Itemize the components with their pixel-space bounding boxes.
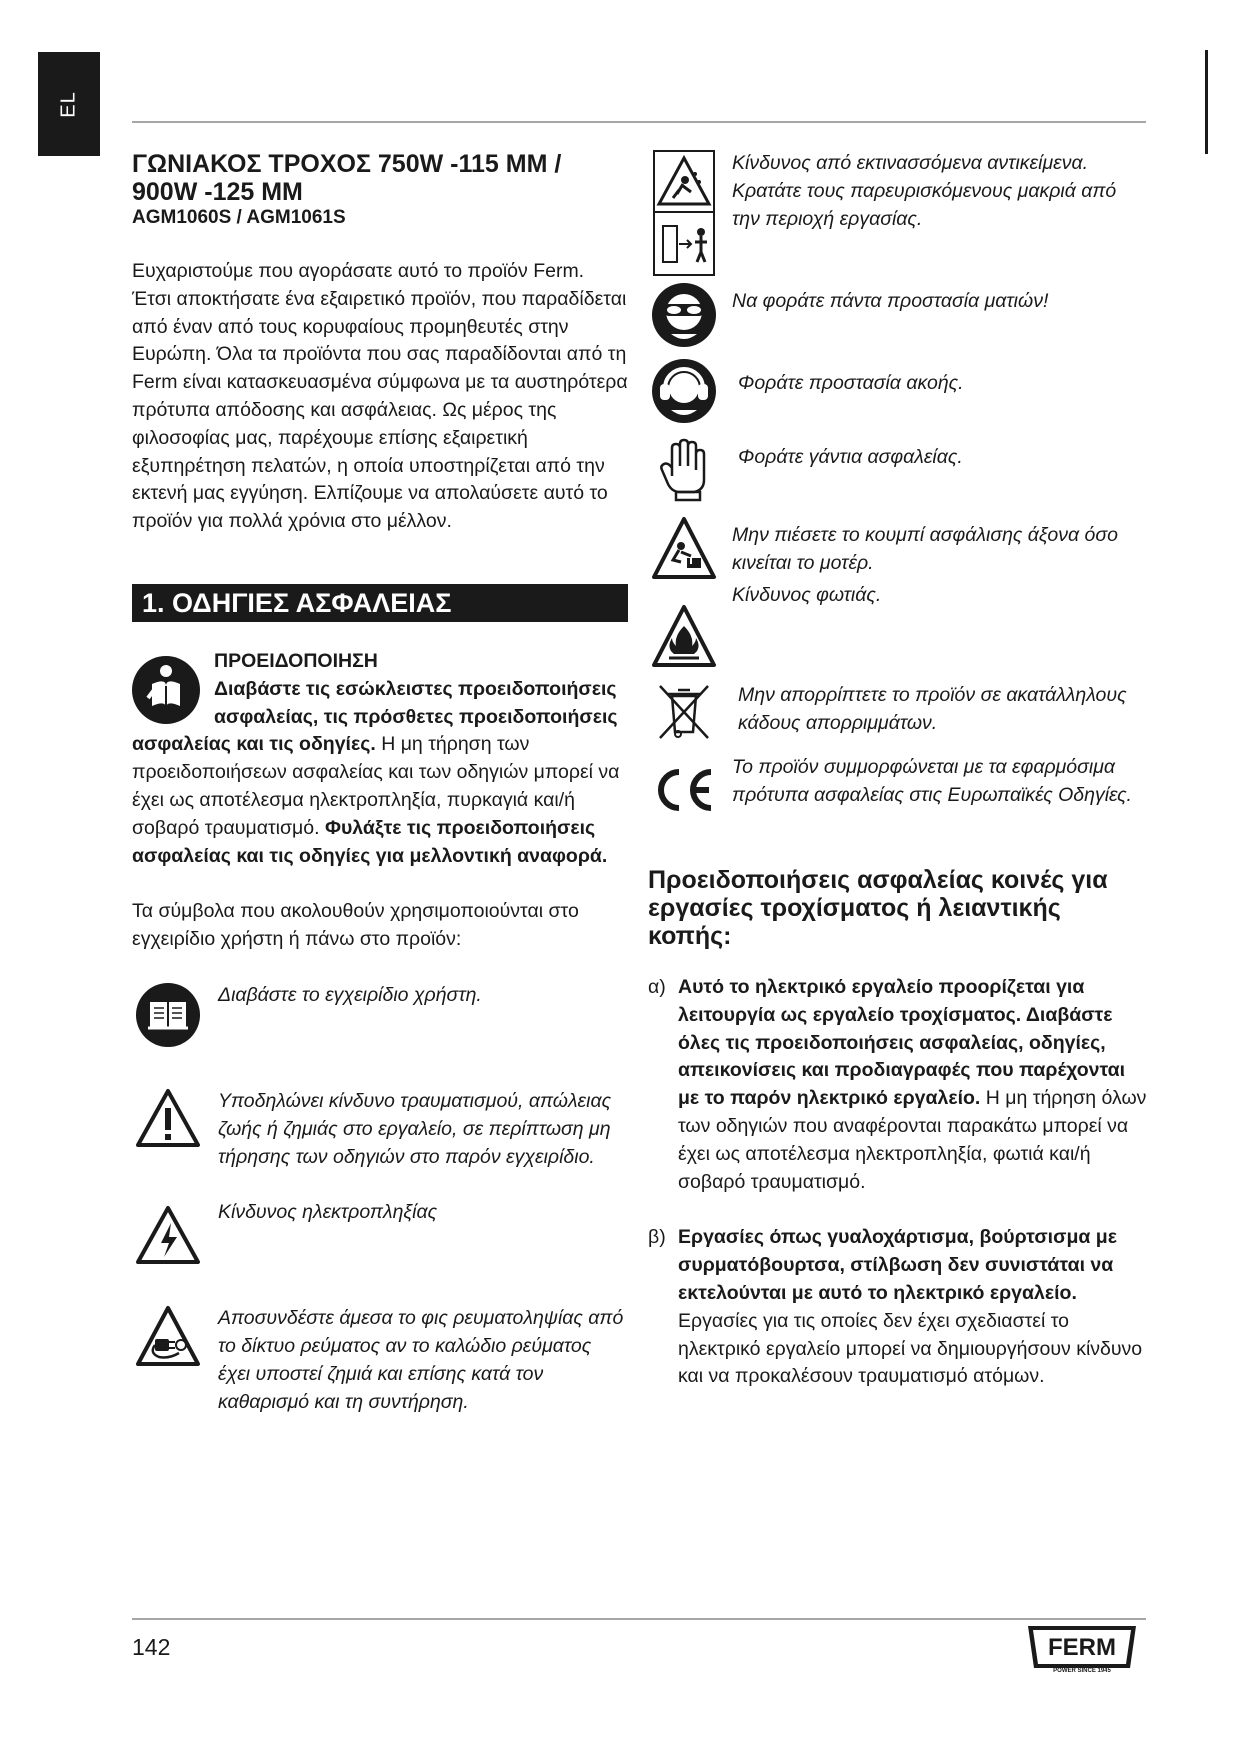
ferm-logo xyxy=(1022,1622,1142,1674)
warning-text-1: Η μη τήρηση των προειδοποιήσεων ασφαλείας και των οδηγιών μπορεί να έχει ως αποτέλεσμα ηλεκτροπληξία, πυρκαγιά και/ή σοβαρό τραυματισμό. xyxy=(132,733,620,839)
symbol-text-eye-protection: Να φοράτε πάντα προστασία ματιών! xyxy=(732,290,1049,312)
ear-protection-icon xyxy=(651,358,717,424)
symbols-intro: Τα σύμβολα που ακολουθούν χρησιμοποιούνται στο εγχειρίδιο χρήστη ή πάνω στο προϊόν: xyxy=(132,900,579,951)
ce-mark-icon xyxy=(651,766,717,814)
symbol-text-unplug: Αποσυνδέστε άμεσα το φις ρευματοληψίας από το δίκτυο ρεύματος αν το καλώδιο ρεύματος έχει υποστεί ζημιά και επίσης κατά τον καθαρισμό και τη συντήρηση. xyxy=(218,1307,624,1413)
symbol-row-flying-objects xyxy=(648,150,1148,276)
bottom-divider xyxy=(132,1618,1146,1620)
electric-shock-icon xyxy=(135,1205,201,1265)
symbol-text-flying-objects: Κίνδυνος από εκτινασσόμενα αντικείμενα. Κρατάτε τους παρευρισκόμενους μακριά από την περιοχή εργασίας. xyxy=(732,152,1117,230)
warning-item-label: α) xyxy=(648,976,666,998)
right-edge-bar xyxy=(1205,50,1208,154)
read-instructions-icon xyxy=(130,650,202,730)
warning-item-text: Η μη τήρηση όλων των οδηγιών που αναφέρονται παρακάτω μπορεί να έχει ως αποτέλεσμα ηλεκτροπληξία, φωτιά και/ή σοβαρό τραυματισμό. xyxy=(678,1087,1147,1193)
symbol-text-ear-protection: Φοράτε προστασία ακοής. xyxy=(738,372,964,394)
logo-tagline: POWER SINCE 1945 xyxy=(1053,1668,1111,1674)
left-column xyxy=(132,150,628,1417)
logo-text: FERM xyxy=(1048,1634,1116,1661)
warning-bold-2: Φυλάξτε τις προειδοποιήσεις ασφαλείας και τις οδηγίες για μελλοντική αναφορά. xyxy=(132,816,608,867)
general-warnings-heading: Προειδοποιήσεις ασφαλείας κοινές για εργασίες τροχίσματος ή λειαντικής κοπής: xyxy=(648,866,1108,950)
symbol-row-ear-protection xyxy=(648,358,1148,424)
top-divider xyxy=(132,121,1146,123)
warning-item-b xyxy=(648,1224,1148,1391)
product-models: AGM1060S / AGM1061S xyxy=(132,207,346,228)
symbol-text-warning: Υποδηλώνει κίνδυνο τραυματισμού, απώλειας ζωής ή ζημιάς στο εργαλείο, σε περίπτωση μη τήρησης των οδηγιών στο παρόν εγχειρίδιο. xyxy=(218,1089,612,1168)
symbol-row-fire-hazard xyxy=(648,582,1148,668)
symbol-row-warning xyxy=(132,1088,628,1171)
symbol-text-ce: Το προϊόν συμμορφώνεται με τα εφαρμόσιμα πρότυπα ασφαλείας στις Ευρωπαϊκές Οδηγίες. xyxy=(732,756,1132,806)
warning-triangle-icon xyxy=(135,1088,201,1148)
symbol-row-ce xyxy=(648,754,1148,814)
symbol-row-spindle-lock xyxy=(648,516,1148,580)
symbol-row-electric-shock xyxy=(132,1199,628,1265)
language-code: EL xyxy=(57,90,80,118)
fire-hazard-icon xyxy=(651,604,717,668)
intro-paragraph: Ευχαριστούμε που αγοράσατε αυτό το προϊόν Ferm. Έτσι αποκτήσατε ένα εξαιρετικό προϊόν, που παραδίδεται από έναν από τους κορυφαίους προμηθευτές στην Ευρώπη. Όλα τα προϊόντα που σας παραδίδονται από τη Ferm είναι κατασκευασμένα σύμφωνα με τα αυστηρότερα πρότυπα απόδοσης και ασφάλειας. Ως μέρος της φιλοσοφίας μας, παρέχουμε επίσης εξαιρετική εξυπηρέτηση πελατών, η οποία υποστηρίζεται από την εκτενή μας εγγύηση. Ελπίζουμε να απολαύσετε αυτό το προϊόν για πολλά χρόνια στο μέλλον. xyxy=(132,260,628,533)
weee-bin-icon xyxy=(656,682,712,742)
symbol-row-weee xyxy=(648,682,1148,742)
symbol-text-electric-shock: Κίνδυνος ηλεκτροπληξίας xyxy=(218,1201,438,1224)
warning-bold-1: Διαβάστε τις εσώκλειστες προειδοποιήσεις ασφαλείας, τις πρόσθετες προειδοποιήσεις ασφαλείας και τις οδηγίες. xyxy=(132,677,618,756)
symbol-row-eye-protection xyxy=(648,282,1148,348)
symbol-text-read-manual: Διαβάστε το εγχειρίδιο χρήστη. xyxy=(218,983,482,1006)
flying-objects-icon xyxy=(653,150,715,276)
product-title: ΓΩΝΙΑΚΟΣ ΤΡΟΧΟΣ 750W -115 MM / 900W -125 MM xyxy=(132,150,562,206)
symbol-row-read-manual xyxy=(132,982,628,1048)
spindle-lock-icon xyxy=(651,516,717,580)
read-manual-icon xyxy=(135,982,201,1048)
symbol-text-spindle-lock: Μην πιέσετε το κουμπί ασφάλισης άξονα όσο κινείται το μοτέρ. xyxy=(732,524,1118,574)
gloves-icon xyxy=(658,436,710,502)
warning-heading: ΠΡΟΕΙΔΟΠΟΙΗΣΗ xyxy=(214,649,378,672)
unplug-icon xyxy=(135,1305,201,1367)
symbol-text-gloves: Φοράτε γάντια ασφαλείας. xyxy=(738,446,963,468)
right-column xyxy=(648,150,1148,1391)
symbol-text-weee: Μην απορρίπτετε το προϊόν σε ακατάλληλους κάδους απορριμμάτων. xyxy=(738,684,1127,734)
warning-item-bold: Αυτό το ηλεκτρικό εργαλείο προορίζεται για λειτουργία ως εργαλείο τροχίσματος. Διαβάστε όλες τις προειδοποιήσεις ασφαλείας, οδηγίες, απεικονίσεις και προδιαγραφές που παρέχονται με το παρόν ηλεκτρικό εργαλείο. xyxy=(678,976,1126,1110)
page-number: 142 xyxy=(132,1634,171,1660)
symbol-row-unplug xyxy=(132,1305,628,1416)
eye-protection-icon xyxy=(651,282,717,348)
warning-item-bold: Εργασίες όπως γυαλοχάρτισμα, βούρτσισμα με συρματόβουρτσα, στίλβωση δεν συνιστάται να εκτελούνται με αυτό το ηλεκτρικό εργαλείο. xyxy=(678,1226,1117,1304)
symbol-text-fire-hazard: Κίνδυνος φωτιάς. xyxy=(732,584,882,606)
warning-item-text: Εργασίες για τις οποίες δεν έχει σχεδιαστεί το ηλεκτρικό εργαλείο μπορεί να δημιουργήσουν κίνδυνο και να προκαλέσουν τραυματισμό ατόμων. xyxy=(678,1309,1143,1388)
warning-item-a xyxy=(648,974,1148,1196)
language-tab xyxy=(38,52,100,156)
warning-item-label: β) xyxy=(648,1226,666,1249)
section-heading-safety: 1. ΟΔΗΓΙΕΣ ΑΣΦΑΛΕΙΑΣ xyxy=(132,584,628,622)
warning-block xyxy=(132,648,628,870)
symbol-row-gloves xyxy=(648,436,1148,502)
